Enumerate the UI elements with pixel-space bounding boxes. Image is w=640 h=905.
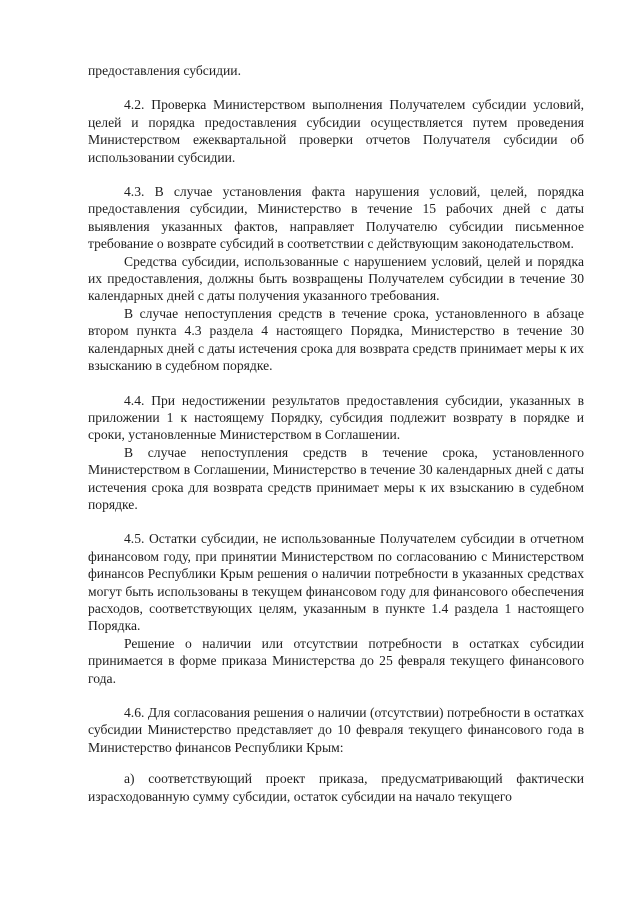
paragraph-4-4: 4.4. При недостижении результатов предоставления субсидии, указанных в приложении 1 к настоящему Порядку, субсидия подлежит возврату в порядке и сроки, установленные Министерством в Соглашении. xyxy=(88,392,584,443)
paragraph-4-3-second: Средства субсидии, использованные с нарушением условий, целей и порядка их предоставления, должны быть возвращены Получателем субсидии в течение 30 календарных дней с даты получения указанного требования. xyxy=(88,253,584,304)
paragraph-4-4-second: В случае непоступления средств в течение срока, установленного Министерством в Соглашении, Министерство в течение 30 календарных дней с даты истечения срока для возврата средств принимает меры к их взысканию в судебном порядке. xyxy=(88,444,584,512)
paragraph-4-3: 4.3. В случае установления факта нарушения условий, целей, порядка предоставления субсидии, Министерство в течение 15 рабочих дней с даты выявления указанных фактов, направляет Получателю субсидии письменное требование о возврате субсидий в соответствии с действующим законодательством. xyxy=(88,184,584,252)
document-page xyxy=(88,62,584,805)
paragraph-4-5-second: Решение о наличии или отсутствии потребности в остатках субсидии принимается в форме приказа Министерства до 25 февраля текущего финансового года. xyxy=(88,635,584,686)
paragraph-4-2: 4.2. Проверка Министерством выполнения Получателем субсидии условий, целей и порядка предоставления субсидии осуществляется путем проведения Министерством ежеквартальной проверки отчетов Получателя субсидии об использовании субсидии. xyxy=(88,97,584,165)
paragraph-continuation: предоставления субсидии. xyxy=(88,63,241,78)
paragraph-4-3-third: В случае непоступления средств в течение срока, установленного в абзаце втором пункта 4.3 раздела 4 настоящего Порядка, Министерство в течение 30 календарных дней с даты истечения срока для возврата средств принимает меры к их взысканию в судебном порядке. xyxy=(88,305,584,374)
paragraph-4-6: 4.6. Для согласования решения о наличии (отсутствии) потребности в остатках субсидии Министерство представляет до 10 февраля текущего финансового года в Министерство финансов Республики Крым: xyxy=(88,705,584,755)
paragraph-4-6-a: а) соответствующий проект приказа, предусматривающий фактически израсходованную сумму субсидии, остаток субсидии на начало текущего xyxy=(88,771,584,804)
paragraph-4-5: 4.5. Остатки субсидии, не использованные Получателем субсидии в отчетном финансовом году, при принятии Министерством по согласованию с Министерством финансов Республики Крым решения о наличии потребности в указанных средствах могут быть использованы в текущем финансовом году для финансового обеспечения расходов, соответствующих целям, указанным в пункте 1.4 раздела 1 настоящего Порядка. xyxy=(88,531,584,634)
